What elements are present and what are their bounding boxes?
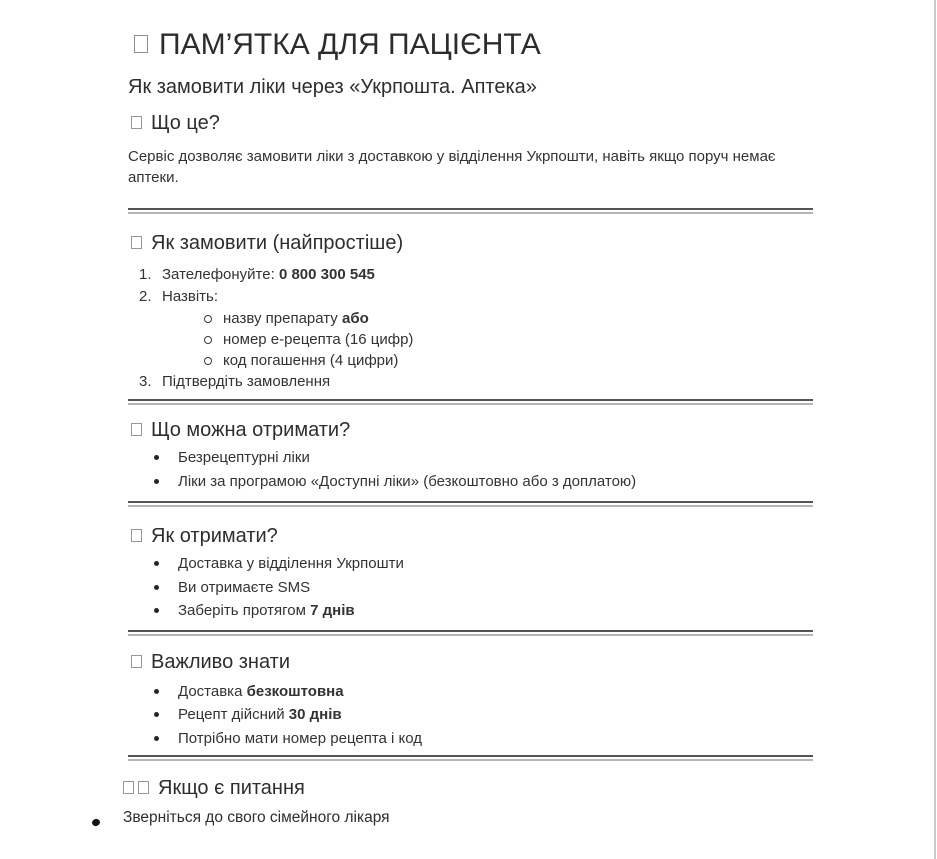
section-body-what-is: Сервіс дозволяє замовити ліки з доставкою у відділення Укрпошти, навіть якщо поруч немає аптеки. bbox=[128, 148, 776, 186]
sub-list-item bbox=[128, 329, 820, 350]
list-item bbox=[128, 470, 820, 494]
missing-glyph-icon bbox=[131, 655, 142, 668]
item-text: Доставка bbox=[178, 682, 247, 700]
missing-glyph-icon bbox=[134, 35, 148, 53]
sub-item-text: код погашення (4 цифри) bbox=[223, 352, 399, 369]
circle-bullet-icon bbox=[204, 315, 212, 323]
bullet-icon bbox=[154, 455, 159, 460]
sub-item-text: назву препарату bbox=[223, 310, 342, 327]
list-number: 1. bbox=[139, 266, 152, 283]
circle-bullet-icon bbox=[204, 357, 212, 365]
sub-item-bold: або bbox=[341, 310, 369, 327]
section-divider bbox=[128, 501, 813, 507]
item-text: Потрібно мати номер рецепта і код bbox=[178, 729, 423, 747]
section-heading-text: Як отримати? bbox=[151, 525, 278, 547]
bullet-icon bbox=[154, 712, 159, 717]
page-subtitle: Як замовити ліки через «Укрпошта. Аптека» bbox=[128, 76, 537, 98]
list-item bbox=[128, 599, 820, 623]
questions-item-text: Зверніться до свого сімейного лікаря bbox=[123, 809, 390, 826]
section-heading-important bbox=[128, 650, 820, 674]
ordered-list-how-to-order bbox=[128, 264, 820, 393]
item-bold: 30 днів bbox=[288, 706, 342, 723]
list-item bbox=[128, 680, 820, 704]
missing-glyph-icon bbox=[138, 781, 149, 794]
item-text: Ліки за програмою «Доступні ліки» (безкоштовно або з доплатою) bbox=[178, 472, 637, 490]
missing-glyph-icon bbox=[131, 423, 142, 436]
item-bold: 7 днів bbox=[310, 602, 355, 619]
section-heading-text: Якщо є питання bbox=[158, 777, 305, 799]
list-number: 3. bbox=[139, 373, 152, 390]
list-item bbox=[128, 703, 820, 727]
list-item bbox=[128, 552, 820, 576]
item-text: Рецепт дійсний bbox=[178, 706, 289, 723]
bullet-list-what-available bbox=[128, 446, 820, 493]
sub-item-text: номер е-рецепта (16 цифр) bbox=[223, 331, 414, 348]
item-text: Заберіть протягом bbox=[178, 602, 311, 619]
stray-bullet-dot bbox=[91, 818, 101, 827]
missing-glyph-icon bbox=[131, 529, 142, 542]
bullet-icon bbox=[154, 736, 159, 741]
list-item bbox=[128, 264, 820, 286]
page-title bbox=[128, 29, 820, 61]
missing-glyph-icon bbox=[131, 236, 142, 249]
bullet-icon bbox=[154, 608, 159, 613]
section-divider bbox=[128, 755, 813, 761]
list-item bbox=[128, 576, 820, 600]
page-title-text: ПАМ’ЯТКА ДЛЯ ПАЦІЄНТА bbox=[159, 28, 541, 61]
section-divider bbox=[128, 208, 813, 214]
section-heading-text: Як замовити (найпростіше) bbox=[151, 232, 404, 254]
section-divider bbox=[128, 399, 813, 405]
list-item bbox=[128, 286, 820, 308]
section-divider bbox=[128, 630, 813, 636]
bullet-list-important bbox=[128, 680, 820, 751]
scan-edge-line bbox=[934, 0, 936, 859]
list-item bbox=[128, 727, 820, 751]
step-text: Зателефонуйте: bbox=[162, 266, 279, 283]
list-item bbox=[128, 446, 820, 470]
item-text: Доставка у відділення Укрпошти bbox=[178, 555, 404, 572]
sub-list-item bbox=[128, 308, 820, 329]
bullet-icon bbox=[154, 585, 159, 590]
item-bold: безкоштовна bbox=[246, 682, 344, 700]
step-text: Підтвердіть замовлення bbox=[162, 373, 331, 390]
section-heading-text: Важливо знати bbox=[151, 650, 290, 673]
step-text: Назвіть: bbox=[162, 288, 219, 305]
section-heading-how-to-order bbox=[128, 231, 820, 255]
list-number: 2. bbox=[139, 288, 152, 305]
scanned-document-page bbox=[123, 0, 820, 828]
bullet-icon bbox=[154, 479, 159, 484]
item-text: Ви отримаєте SMS bbox=[178, 578, 311, 596]
bullet-icon bbox=[154, 689, 159, 694]
item-text: Безрецептурні ліки bbox=[178, 449, 310, 466]
section-heading-what-is bbox=[128, 111, 820, 135]
phone-number: 0 800 300 545 bbox=[278, 266, 375, 283]
section-heading-questions bbox=[123, 776, 820, 800]
missing-glyph-icon bbox=[131, 116, 142, 129]
section-heading-what-available bbox=[128, 418, 820, 442]
section-heading-text: Що можна отримати? bbox=[151, 419, 351, 441]
bullet-icon bbox=[154, 561, 159, 566]
missing-glyph-icon bbox=[123, 781, 134, 794]
sub-list-item bbox=[128, 350, 820, 371]
bullet-list-how-to-receive bbox=[128, 552, 820, 623]
list-item bbox=[128, 371, 820, 393]
section-heading-how-to-receive bbox=[128, 524, 820, 548]
circle-bullet-icon bbox=[204, 336, 212, 344]
section-heading-text: Що це? bbox=[151, 112, 220, 134]
